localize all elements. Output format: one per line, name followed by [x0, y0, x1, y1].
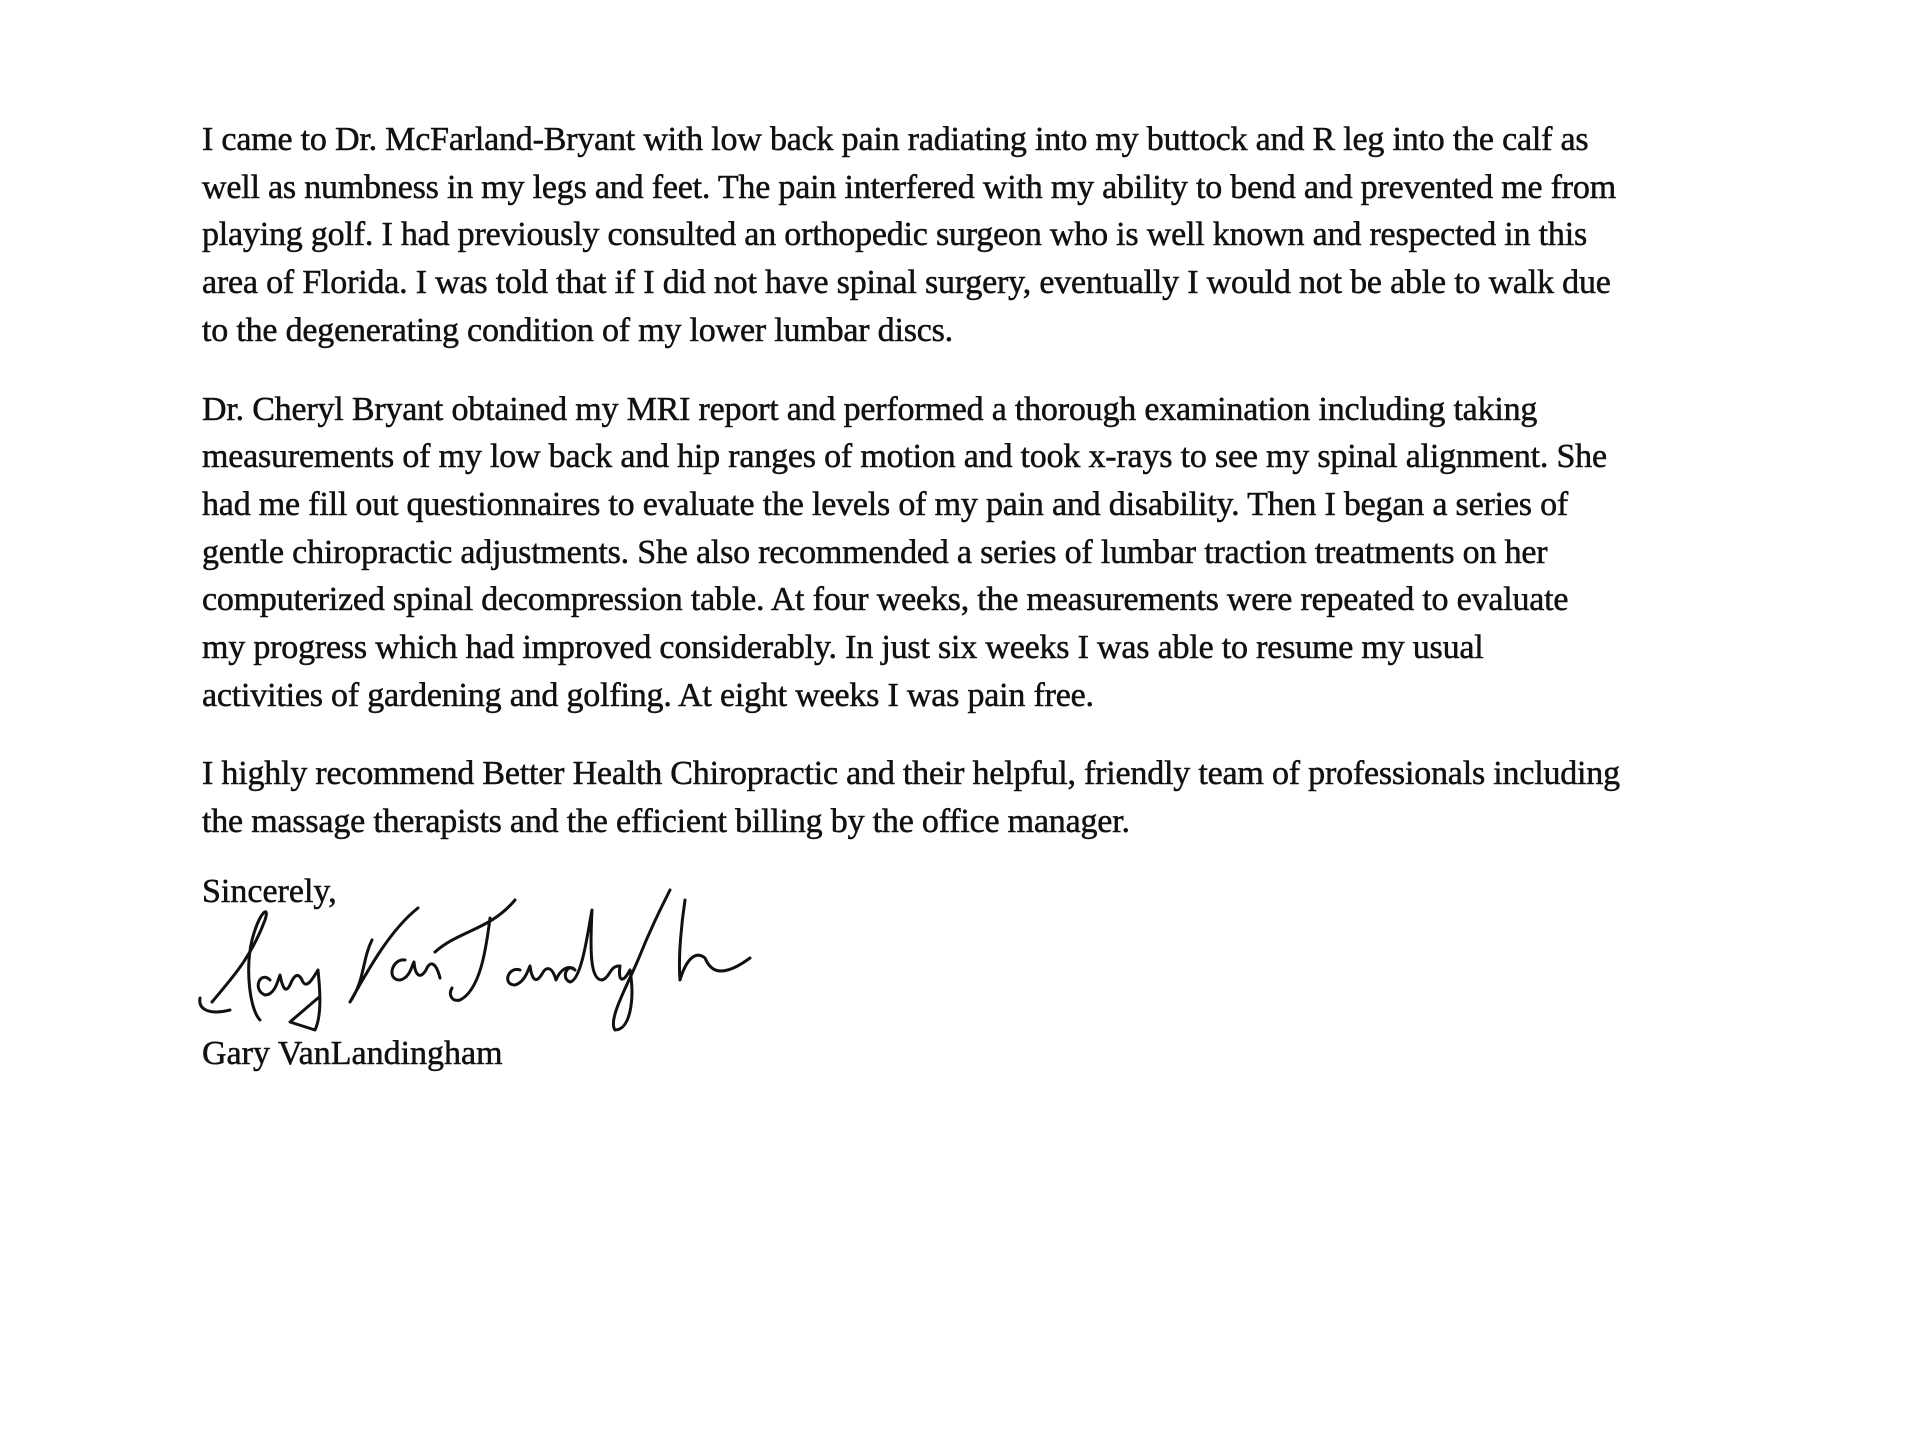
- text-line: I came to Dr. McFarland-Bryant with low back pain radiating into my buttock and R leg into the calf as: [202, 121, 1589, 158]
- text-line: I highly recommend Better Health Chiropractic and their helpful, friendly team of professionals including: [202, 755, 1620, 793]
- paragraph-1: [202, 116, 1762, 355]
- paragraph-2: [202, 386, 1762, 720]
- text-line: activities of gardening and golfing. At eight weeks I was pain free.: [202, 676, 1094, 714]
- text-line: to the degenerating condition of my lower lumbar discs.: [202, 311, 953, 349]
- signer-name: Gary VanLandingham: [202, 1035, 503, 1072]
- handwritten-signature: [190, 870, 770, 1040]
- text-line: well as numbness in my legs and feet. The pain interfered with my ability to bend and prevented me from: [202, 168, 1616, 206]
- text-line: computerized spinal decompression table. At four weeks, the measurements were repeated to evaluate: [202, 581, 1569, 619]
- text-line: gentle chiropractic adjustments. She also recommended a series of lumbar traction treatments on her: [202, 533, 1548, 571]
- text-line: measurements of my low back and hip ranges of motion and took x-rays to see my spinal alignment. She: [202, 438, 1607, 476]
- letter-body: [202, 116, 1762, 877]
- paragraph-3: [202, 750, 1762, 845]
- closing: Sincerely,: [202, 873, 337, 910]
- text-line: my progress which had improved considerably. In just six weeks I was able to resume my usual: [202, 629, 1484, 667]
- text-line: area of Florida. I was told that if I did not have spinal surgery, eventually I would not be able to walk due: [202, 264, 1611, 302]
- text-line: Dr. Cheryl Bryant obtained my MRI report and performed a thorough examination including taking: [202, 390, 1538, 428]
- text-line: the massage therapists and the efficient billing by the office manager.: [202, 803, 1130, 841]
- text-line: had me fill out questionnaires to evaluate the levels of my pain and disability. Then I began a series of: [202, 485, 1568, 523]
- text-line: playing golf. I had previously consulted an orthopedic surgeon who is well known and respected in this: [202, 216, 1587, 254]
